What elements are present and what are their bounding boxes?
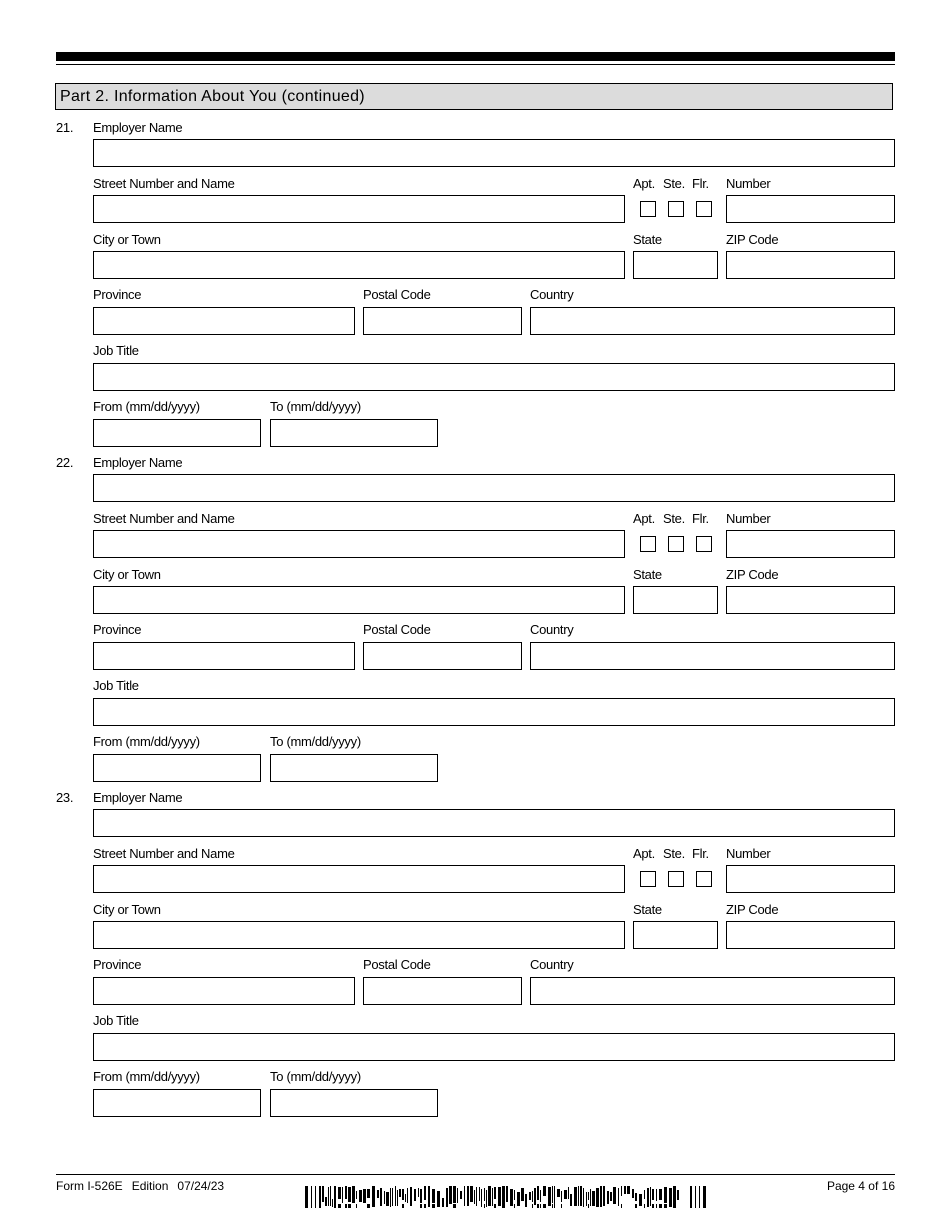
- ste-label: Ste.: [663, 846, 685, 861]
- flr-checkbox[interactable]: [696, 871, 712, 887]
- apt-checkbox[interactable]: [640, 536, 656, 552]
- city-label: City or Town: [93, 902, 161, 917]
- street-input[interactable]: [93, 195, 625, 223]
- city-label: City or Town: [93, 232, 161, 247]
- flr-label: Flr.: [692, 176, 709, 191]
- from-date-input[interactable]: [93, 1089, 261, 1117]
- to-date-input[interactable]: [270, 419, 438, 447]
- to-date-label: To (mm/dd/yyyy): [270, 734, 361, 749]
- country-label: Country: [530, 957, 574, 972]
- employer-name-input[interactable]: [93, 139, 895, 167]
- zip-label: ZIP Code: [726, 567, 779, 582]
- from-date-label: From (mm/dd/yyyy): [93, 1069, 200, 1084]
- unit-number-input[interactable]: [726, 530, 895, 558]
- province-input[interactable]: [93, 307, 355, 335]
- employer-name-label: Employer Name: [93, 790, 183, 805]
- job-title-label: Job Title: [93, 678, 139, 693]
- ste-label: Ste.: [663, 176, 685, 191]
- flr-checkbox[interactable]: [696, 536, 712, 552]
- job-title-label: Job Title: [93, 343, 139, 358]
- apt-label: Apt.: [633, 511, 655, 526]
- country-label: Country: [530, 622, 574, 637]
- ste-checkbox[interactable]: [668, 871, 684, 887]
- apt-label: Apt.: [633, 846, 655, 861]
- part-header: Part 2. Information About You (continued): [55, 83, 893, 110]
- province-input[interactable]: [93, 977, 355, 1005]
- apt-label: Apt.: [633, 176, 655, 191]
- zip-input[interactable]: [726, 251, 895, 279]
- street-label: Street Number and Name: [93, 511, 235, 526]
- unit-number-label: Number: [726, 176, 771, 191]
- job-title-input[interactable]: [93, 698, 895, 726]
- province-label: Province: [93, 957, 142, 972]
- street-input[interactable]: [93, 865, 625, 893]
- flr-label: Flr.: [692, 846, 709, 861]
- to-date-label: To (mm/dd/yyyy): [270, 1069, 361, 1084]
- edition-date: 07/24/23: [177, 1179, 225, 1193]
- country-input[interactable]: [530, 977, 895, 1005]
- from-date-input[interactable]: [93, 754, 261, 782]
- postal-code-label: Postal Code: [363, 957, 431, 972]
- postal-code-input[interactable]: [363, 307, 522, 335]
- from-date-label: From (mm/dd/yyyy): [93, 399, 200, 414]
- province-label: Province: [93, 287, 142, 302]
- to-date-input[interactable]: [270, 1089, 438, 1117]
- state-label: State: [633, 567, 662, 582]
- from-date-input[interactable]: [93, 419, 261, 447]
- state-input[interactable]: [633, 251, 718, 279]
- postal-code-input[interactable]: [363, 642, 522, 670]
- province-label: Province: [93, 622, 142, 637]
- job-title-input[interactable]: [93, 1033, 895, 1061]
- page-number: Page 4 of 16: [826, 1179, 895, 1193]
- postal-code-input[interactable]: [363, 977, 522, 1005]
- top-rule-thick: [56, 52, 895, 61]
- unit-number-label: Number: [726, 511, 771, 526]
- from-date-label: From (mm/dd/yyyy): [93, 734, 200, 749]
- employer-name-input[interactable]: [93, 809, 895, 837]
- unit-number-input[interactable]: [726, 865, 895, 893]
- city-input[interactable]: [93, 251, 625, 279]
- postal-code-label: Postal Code: [363, 287, 431, 302]
- flr-label: Flr.: [692, 511, 709, 526]
- city-input[interactable]: [93, 921, 625, 949]
- state-input[interactable]: [633, 586, 718, 614]
- country-label: Country: [530, 287, 574, 302]
- item-number: 22.: [56, 455, 74, 470]
- country-input[interactable]: [530, 307, 895, 335]
- postal-code-label: Postal Code: [363, 622, 431, 637]
- job-title-label: Job Title: [93, 1013, 139, 1028]
- barcode-image: [305, 1186, 712, 1208]
- unit-number-input[interactable]: [726, 195, 895, 223]
- form-number: Form I-526E: [56, 1179, 123, 1193]
- zip-input[interactable]: [726, 586, 895, 614]
- street-label: Street Number and Name: [93, 846, 235, 861]
- item-number: 23.: [56, 790, 74, 805]
- employer-name-input[interactable]: [93, 474, 895, 502]
- edition-label: Edition: [131, 1179, 169, 1193]
- ste-checkbox[interactable]: [668, 536, 684, 552]
- zip-label: ZIP Code: [726, 232, 779, 247]
- ste-checkbox[interactable]: [668, 201, 684, 217]
- street-label: Street Number and Name: [93, 176, 235, 191]
- zip-label: ZIP Code: [726, 902, 779, 917]
- state-label: State: [633, 902, 662, 917]
- country-input[interactable]: [530, 642, 895, 670]
- item-number: 21.: [56, 120, 74, 135]
- to-date-label: To (mm/dd/yyyy): [270, 399, 361, 414]
- street-input[interactable]: [93, 530, 625, 558]
- city-input[interactable]: [93, 586, 625, 614]
- ste-label: Ste.: [663, 511, 685, 526]
- apt-checkbox[interactable]: [640, 201, 656, 217]
- job-title-input[interactable]: [93, 363, 895, 391]
- apt-checkbox[interactable]: [640, 871, 656, 887]
- city-label: City or Town: [93, 567, 161, 582]
- employer-name-label: Employer Name: [93, 455, 183, 470]
- flr-checkbox[interactable]: [696, 201, 712, 217]
- footer-rule: [56, 1174, 895, 1175]
- zip-input[interactable]: [726, 921, 895, 949]
- province-input[interactable]: [93, 642, 355, 670]
- employer-name-label: Employer Name: [93, 120, 183, 135]
- footer-form-info: [56, 1179, 233, 1193]
- to-date-input[interactable]: [270, 754, 438, 782]
- state-input[interactable]: [633, 921, 718, 949]
- state-label: State: [633, 232, 662, 247]
- top-rule-thin: [56, 64, 895, 65]
- unit-number-label: Number: [726, 846, 771, 861]
